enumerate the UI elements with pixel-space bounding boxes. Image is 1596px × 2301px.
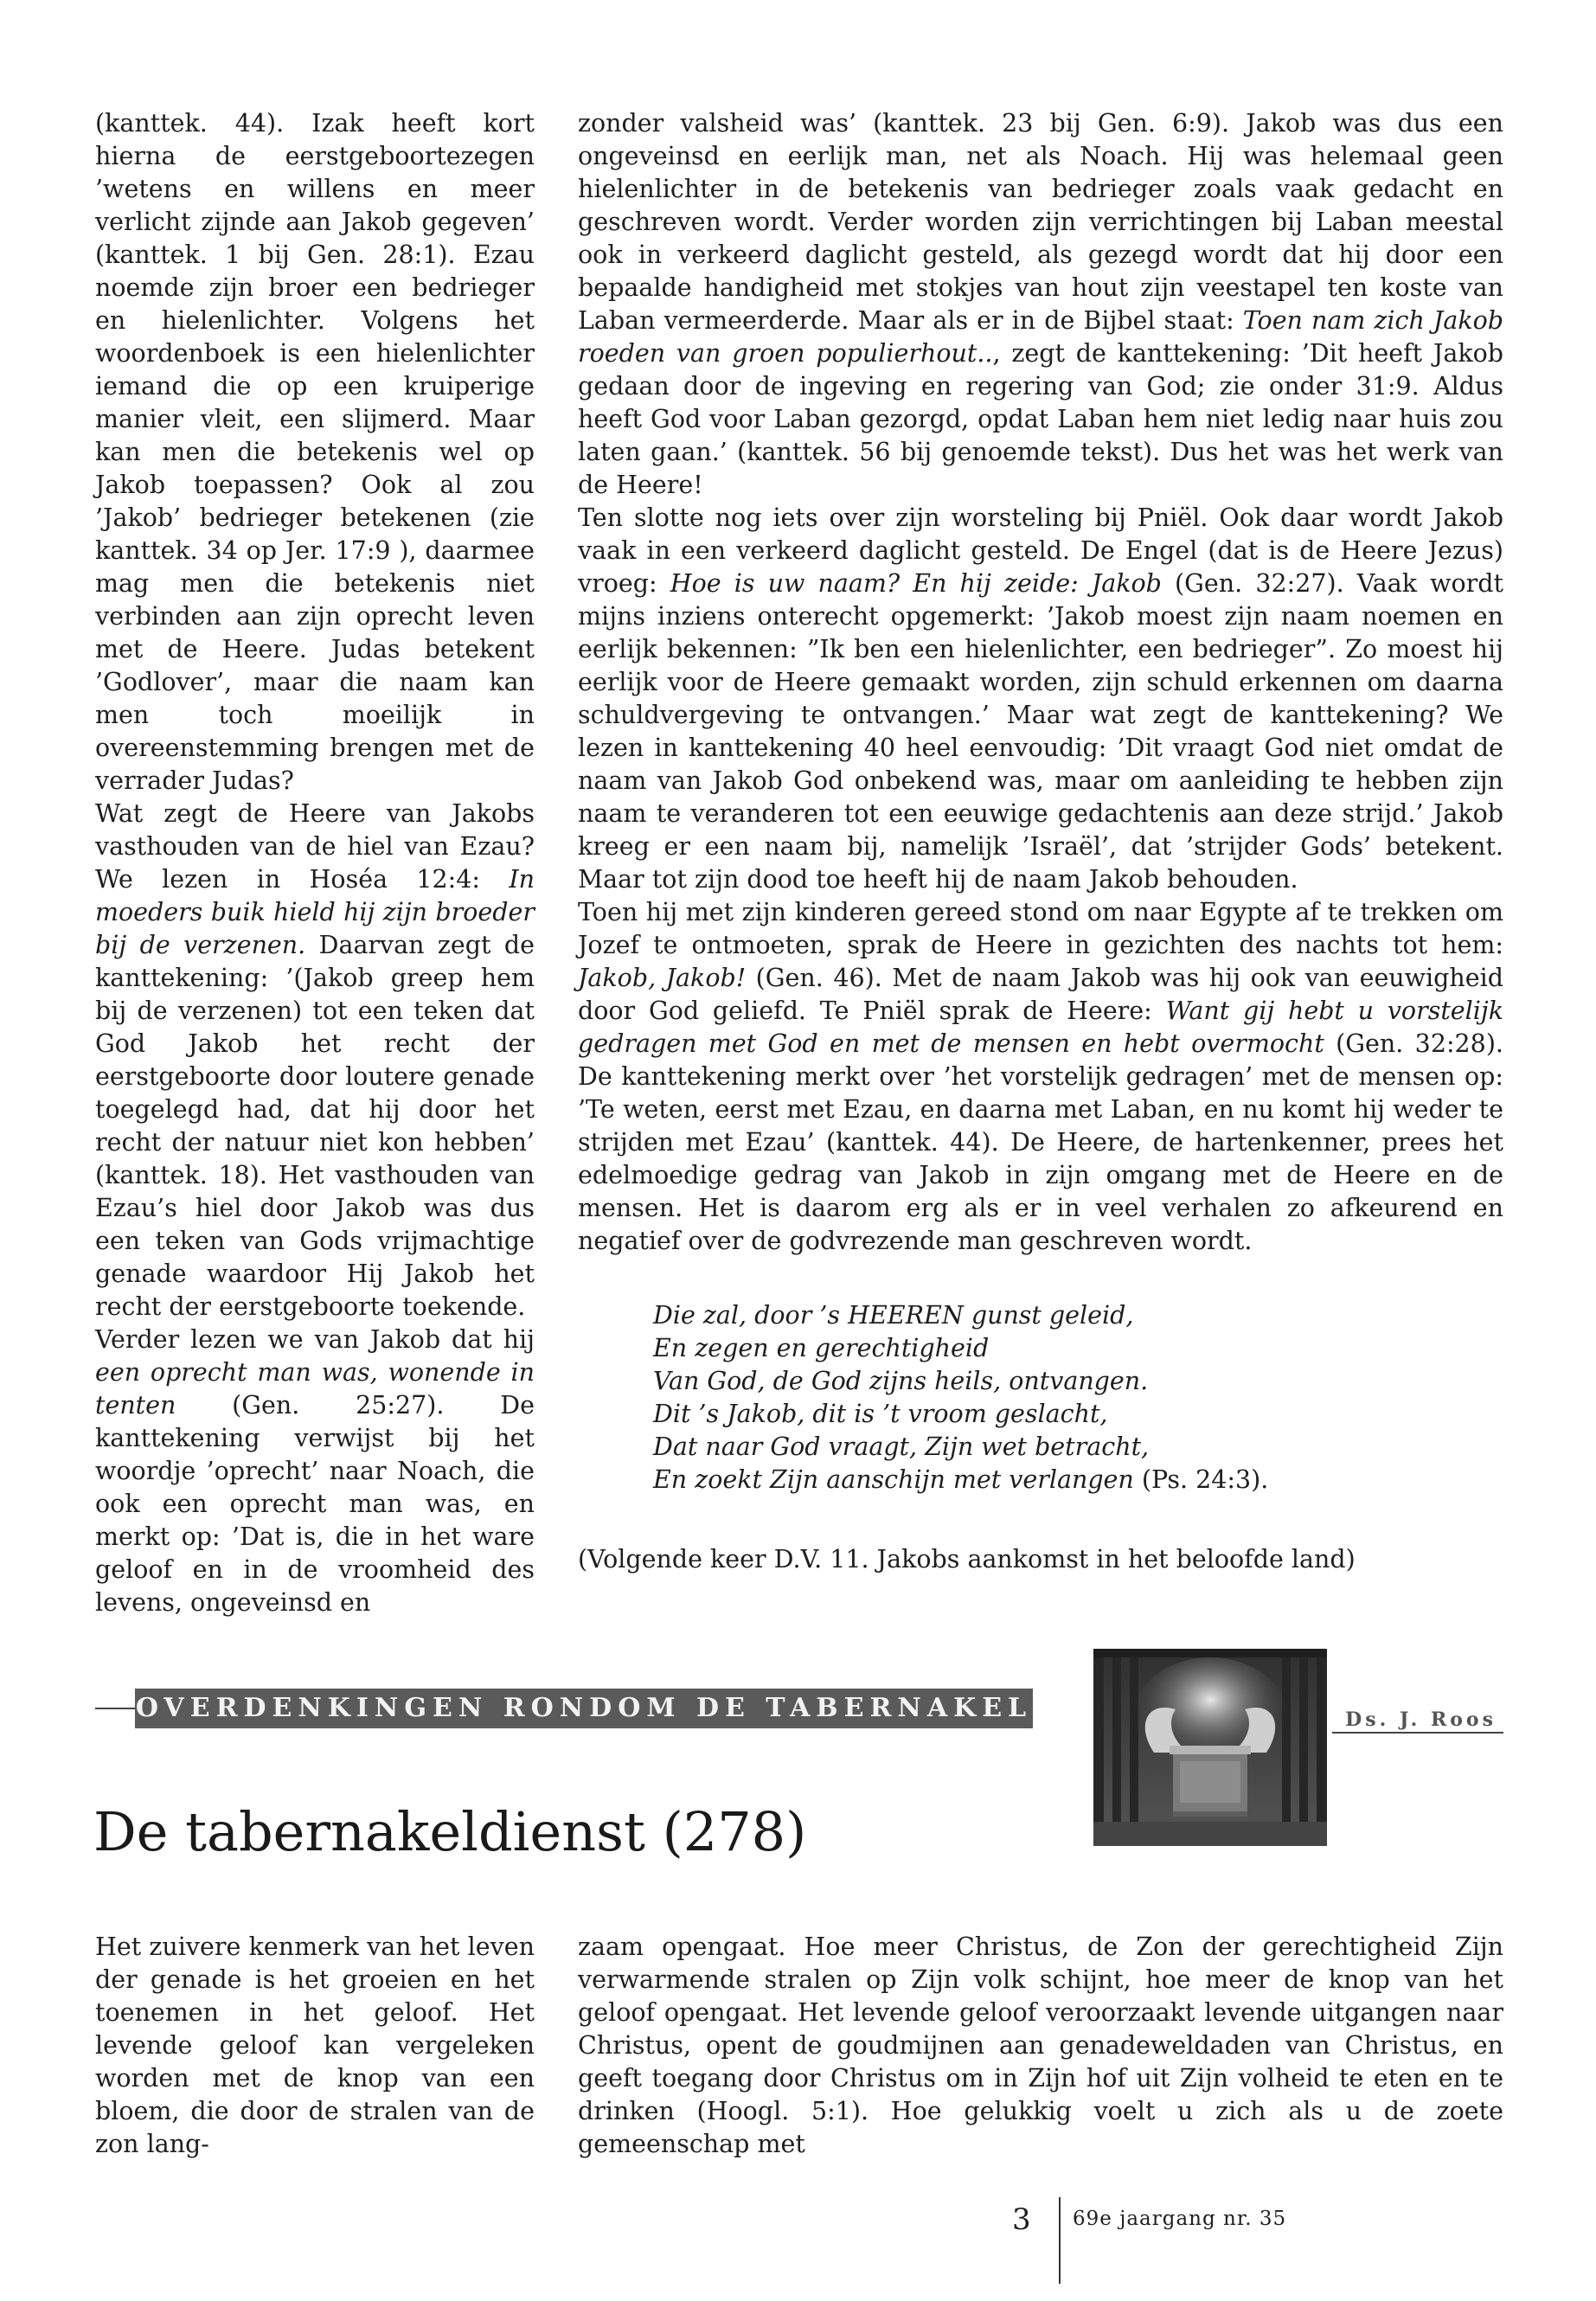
right-paragraph-1: zonder valsheid was’ (kanttek. 23 bij Gen. 6:9). Jakob was dus een ongeveinsd en eerlijk man, net als Noach. Hij was helemaal geen hielenlichter in de betekenis van bedrieger zoals vaak gedacht en geschreven wordt. Verder worden zijn verrichtingen bij Laban meestal ook in verkeerd daglicht gesteld, als gezegd wordt dat hij door een bepaalde handigheid met stokjes van hout zijn veestapel ten koste van Laban vermeerderde. Maar als er in de Bijbel staat: Toen nam zich Jakob roeden van groen populierhout.., zegt de kanttekening: ’Dit heeft Jakob gedaan door de ingeving en regering van God; zie onder 31:9. Aldus heeft God voor Laban gezorgd, opdat Laban hem niet ledig naar huis zou laten gaan.’ (kanttek. 56 bij genoemde tekst). Dus het was het werk van de Heere! [578, 109, 1503, 499]
ark-of-covenant-image [1093, 1649, 1327, 1846]
right-paragraph-2: Ten slotte nog iets over zijn worsteling bij Pniël. Ook daar wordt Jakob vaak in een verkeerd daglicht gesteld. De Engel (dat is de Heere Jezus) vroeg: Hoe is uw naam? En hij zeide: Jakob (Gen. 32:27). Vaak wordt mijns inziens onterecht opgemerkt: ’Jakob moest zijn naam noemen en eerlijk bekennen: ”Ik ben een hielenlichter, een bedrieger”. Zo moest hij eerlijk voor de Heere gemaakt worden, zijn schuld erkennen om daarna schuldvergeving te ontvangen.’ Maar wat zegt de kanttekening? We lezen in kanttekening 40 heel eenvoudig: ’Dit vraagt God niet omdat de naam van Jakob God onbekend was, maar om aanleiding te hebben zijn naam te veranderen tot een eeuwige gedachtenis aan deze strijd.’ Jakob kreeg er een naam bij, namelijk ’Israël’, dat ’strijder Gods’ betekent. Maar tot zijn dood toe heeft hij de naam Jakob behouden. [578, 503, 1504, 894]
poem-line: En zegen en gerechtigheid [653, 1334, 990, 1362]
poem-line: Van God, de God zijns heils, ontvangen. [653, 1367, 1149, 1395]
right-paragraph-3: Toen hij met zijn kinderen gereed stond om naar Egypte af te trekken om Jozef te ontmoeten, sprak de Heere in gezichten des nachts tot hem: Jakob, Jakob! (Gen. 46). Met de naam Jakob was hij ook van eeuwigheid door God geliefd. Te Pniël sprak de Heere: Want gij hebt u vorstelijk gedragen met God en met de mensen en hebt overmocht (Gen. 32:28). De kanttekening merkt over ’het vorstelijk gedragen’ met de mensen op: ’Te weten, eerst met Ezau, en daarna met Laban, en nu komt hij weder te strijden met Ezau’ (kanttek. 44). De Heere, de hartenkenner, prees het edelmoedige gedrag van Jakob in zijn omgang met de Heere en de mensen. Het is daarom erg als er in veel verhalen zo afkeurend en negatief over de godvrezende man geschreven wordt. [578, 898, 1503, 1255]
author-name: Ds. J. Roos [1345, 1708, 1497, 1731]
right-column-text [578, 107, 1503, 1258]
right-quote-3: Jakob, Jakob! [578, 964, 747, 992]
article-paragraph-left: Het zuivere kenmerk van het leven der genade is het groeien en het toenemen in het geloof. Het levende geloof kan vergeleken worden met de knop van een bloem, die door de stralen van de zon lang- [95, 1932, 535, 2158]
poem-line: Dit ’s Jakob, dit is ’t vroom geslacht, [653, 1400, 1108, 1428]
section-heading-bar: OVERDENKINGEN RONDOM DE TABERNAKEL [135, 1689, 1033, 1728]
section-rule-left [95, 1708, 137, 1709]
footer-divider [1059, 2197, 1061, 2284]
left-paragraph-2: Wat zegt de Heere van Jakobs vasthouden van de hiel van Ezau? We lezen in Hoséa 12:4: In moeders buik hield hij zijn broeder bij de verzenen. Daarvan zegt de kanttekening: ’(Jakob greep hem bij de verzenen) tot een teken dat God Jakob het recht der eerstgeboorte door loutere genade toegelegd had, dat hij door het recht der natuur niet kon hebben’ (kanttek. 18). Het vasthouden van Ezau’s hiel door Jakob was dus een teken van Gods vrijmachtige genade waardoor Hij Jakob het recht der eerstgeboorte toekende. [95, 799, 535, 1321]
left-column-text [95, 107, 535, 1619]
article-paragraph-right: zaam opengaat. Hoe meer Christus, de Zon der gerechtigheid Zijn verwarmende stralen op Zijn volk schijnt, hoe meer de knop van het geloof opengaat. Het levende geloof veroorzaakt levende uitgangen naar Christus, opent de goudmijnen aan genadeweldaden van Christus, en geeft toegang door Christus om in Zijn hof uit Zijn volheid te eten en te drinken (Hoogl. 5:1). Hoe gelukkig voelt u zich als u de zoete gemeenschap met [578, 1932, 1503, 2158]
psalm-quote [653, 1299, 1268, 1497]
left-paragraph-1: (kanttek. 44). Izak heeft kort hierna de eerstgeboortezegen ’wetens en willens en meer verlicht zijnde aan Jakob gegeven’ (kanttek. 1 bij Gen. 28:1). Ezau noemde zijn broer een bedrieger en hielenlichter. Volgens het woordenboek is een hielenlichter iemand die op een kruiperige manier vleit, een slijmerd. Maar kan men die betekenis wel op Jakob toepassen? Ook al zou ’Jakob’ bedrieger betekenen (zie kanttek. 34 op Jer. 17:9 ), daarmee mag men die betekenis niet verbinden aan zijn oprecht leven met de Heere. Judas betekent ’Godlover’, maar die naam kan men toch moeilijk in overeenstemming brengen met de verrader Judas? [95, 109, 535, 795]
left-quote-2: een oprecht man was, wonende in tenten [95, 1358, 535, 1420]
right-quote-1: Toen nam zich Jakob roeden van groen populierhout.. [578, 306, 1503, 368]
issue-label: 69e jaargang nr. 35 [1073, 2208, 1287, 2230]
next-episode-note: (Volgende keer D.V. 11. Jakobs aankomst in het beloofde land) [578, 1545, 1356, 1574]
right-quote-2: Hoe is uw naam? En hij zeide: Jakob [670, 569, 1162, 598]
article-right-column [578, 1931, 1503, 2161]
poem-line: Die zal, door ’s HEEREN gunst geleid, [653, 1301, 1134, 1330]
right-quote-4: Want gij hebt u vorstelijk gedragen met God en met de mensen en hebt overmocht [578, 997, 1503, 1058]
poem-reference: (Ps. 24:3). [1133, 1465, 1269, 1494]
article-title: De tabernakeldienst (278) [93, 1800, 807, 1863]
poem-line: En zoekt Zijn aanschijn met verlangen [653, 1465, 1134, 1494]
article-left-column [95, 1931, 535, 2161]
left-quote-1: In moeders buik hield hij zijn broeder bij de verzenen. [95, 865, 535, 959]
left-paragraph-3: Verder lezen we van Jakob dat hij een oprecht man was, wonende in tenten (Gen. 25:27). De kanttekening verwijst bij het woordje ’oprecht’ naar Noach, die ook een oprecht man was, en merkt op: ’Dat is, die in het ware geloof en in de vroomheid des levens, ongeveinsd en [95, 1325, 535, 1617]
page-number: 3 [1012, 2202, 1031, 2237]
section-rule-right [1332, 1732, 1503, 1734]
poem-line: Dat naar God vraagt, Zijn wet betracht, [653, 1433, 1150, 1461]
